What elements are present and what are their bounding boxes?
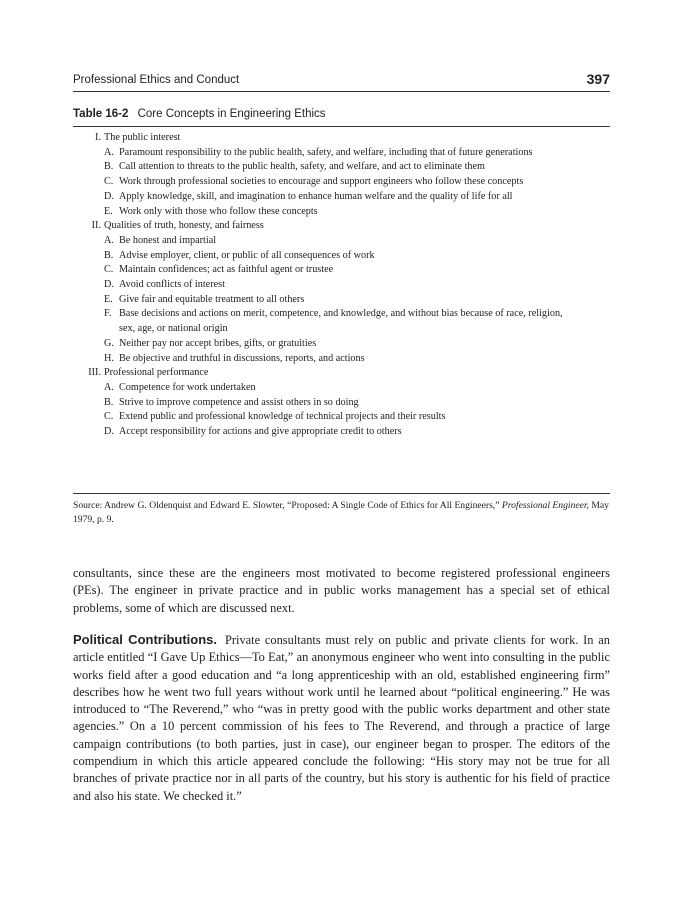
outline-item <box>73 234 610 249</box>
item-text: Work through professional societies to encourage and support engineers who follow these concepts <box>119 176 524 188</box>
table-number: Table 16-2 <box>73 108 129 120</box>
paragraph-text: Private consultants must rely on public and private clients for work. In an article entitled “I Gave Up Ethics—To Eat,” an anonymous engineer who went into consulting in the public works field after a good education and “a long apprenticeship with an old, established engineering firm” describes how he went two full years without work until he learned about “political engineering.” He was introduced to “The Reverend,” who “was in pretty good with the public works department and other state agencies.” On a 10 percent commission of his fees to The Reverend, and through a practice of large campaign contributions (to both parties, just in case), our engineer began to prosper. The editors of the compendium in which this article appeared conclude the following: “His story may not be true for all branches of private practice nor in all parts of the country, but his story is authentic for his field of practice and also his state. We checked it.” <box>73 633 611 803</box>
outline-item <box>73 205 610 220</box>
body-paragraph: consultants, since these are the engineers most motivated to become registered professional engineers (PEs). The engineer in private practice and in public works management has a special set of ethical problems, some of which are discussed next. <box>73 566 610 615</box>
item-text: Base decisions and actions on merit, competence, and knowledge, and without bias because of race, religion, sex, age, or national origin <box>119 308 563 335</box>
outline-item <box>73 307 610 336</box>
item-letter: D. <box>104 426 114 438</box>
item-letter: D. <box>104 190 114 202</box>
body-paragraph-political-contributions <box>73 631 610 805</box>
item-text: Avoid conflicts of interest <box>119 279 225 291</box>
section-numeral: II. <box>91 220 101 232</box>
section-title: Qualities of truth, honesty, and fairness <box>104 220 264 232</box>
item-letter: A. <box>104 146 114 158</box>
item-text: Paramount responsibility to the public health, safety, and welfare, including that of future generations <box>119 146 533 158</box>
outline-item <box>73 146 610 161</box>
table-source-note <box>73 499 610 527</box>
outline-item <box>73 263 610 278</box>
table-caption <box>73 108 326 120</box>
source-suffix: May 1979, p. 9. <box>73 500 609 525</box>
outline-item <box>73 175 610 190</box>
table-outline <box>73 131 610 440</box>
section-heading: Political Contributions. <box>73 632 217 647</box>
source-prefix: Source: Andrew G. Oldenquist and Edward E. Slowter, “Proposed: A Single Code of Ethics for All Engineers,” <box>73 500 500 511</box>
page-number: 397 <box>586 71 610 87</box>
item-text: Extend public and professional knowledge of technical projects and their results <box>119 411 446 423</box>
outline-item <box>73 352 610 367</box>
outline-section <box>73 366 610 381</box>
running-header-title: Professional Ethics and Conduct <box>73 74 240 86</box>
header-rule <box>73 91 610 92</box>
outline-item <box>73 190 610 205</box>
item-letter: A. <box>104 381 114 393</box>
outline-item <box>73 396 610 411</box>
item-text: Strive to improve competence and assist others in so doing <box>119 396 359 408</box>
section-title: The public interest <box>104 132 181 143</box>
item-text: Work only with those who follow these concepts <box>119 205 318 217</box>
source-journal: Professional Engineer, <box>501 500 589 511</box>
item-text: Accept responsibility for actions and give appropriate credit to others <box>119 426 402 438</box>
outline-item <box>73 337 610 352</box>
outline-section <box>73 131 610 146</box>
outline-item <box>73 293 610 308</box>
item-letter: D. <box>104 279 114 291</box>
outline-item <box>73 381 610 396</box>
item-letter: C. <box>104 176 114 188</box>
item-text: Neither pay nor accept bribes, gifts, or gratuities <box>119 337 317 349</box>
item-letter: F. <box>104 308 112 320</box>
item-text: Give fair and equitable treatment to all others <box>119 293 305 305</box>
table-caption-text: Core Concepts in Engineering Ethics <box>137 108 326 120</box>
outline-item <box>73 410 610 425</box>
item-letter: E. <box>104 205 113 217</box>
item-text: Maintain confidences; act as faithful agent or trustee <box>119 264 334 276</box>
table-bottom-rule <box>73 493 610 494</box>
section-numeral: III. <box>88 367 101 379</box>
item-letter: B. <box>104 249 114 261</box>
item-letter: C. <box>104 264 114 276</box>
table-top-rule <box>73 126 610 127</box>
outline-item <box>73 278 610 293</box>
outline-item <box>73 249 610 264</box>
item-text: Apply knowledge, skill, and imagination to enhance human welfare and the quality of life for all <box>119 190 513 202</box>
item-letter: E. <box>104 293 113 305</box>
section-title: Professional performance <box>104 367 209 379</box>
outline-item <box>73 160 610 175</box>
item-letter: G. <box>104 337 114 349</box>
outline-item <box>73 425 610 440</box>
item-text: Call attention to threats to the public health, safety, and welfare, and act to eliminate them <box>119 161 485 173</box>
item-text: Advise employer, client, or public of all consequences of work <box>119 249 375 261</box>
item-letter: B. <box>104 161 114 173</box>
item-letter: C. <box>104 411 114 423</box>
item-letter: B. <box>104 396 114 408</box>
item-text: Competence for work undertaken <box>119 381 256 393</box>
item-letter: A. <box>104 234 114 246</box>
section-numeral: I. <box>95 132 101 143</box>
item-letter: H. <box>104 352 114 364</box>
outline-section <box>73 219 610 234</box>
item-text: Be objective and truthful in discussions, reports, and actions <box>119 352 365 364</box>
item-text: Be honest and impartial <box>119 234 217 246</box>
